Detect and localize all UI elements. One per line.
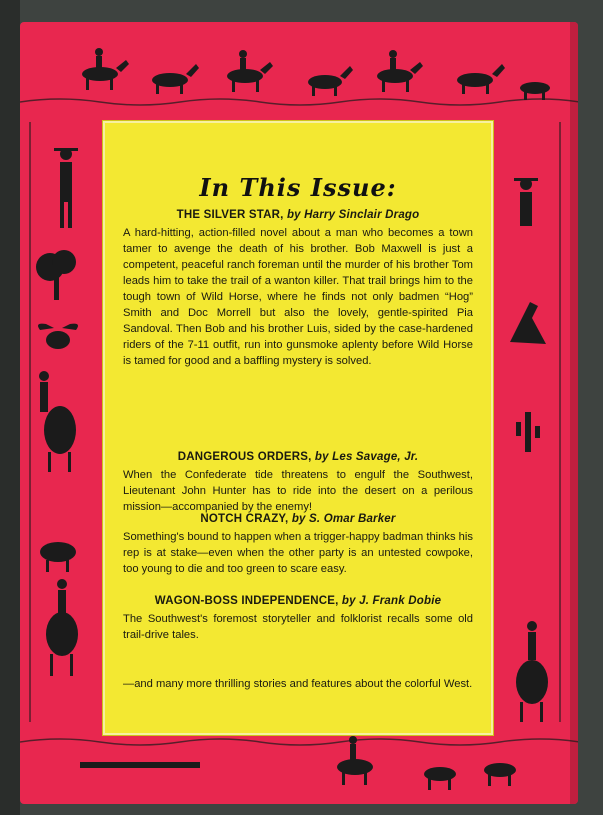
cactus-silhouette-right	[516, 412, 540, 452]
horse-rider-silhouette-left-3	[46, 579, 78, 676]
back-cover	[20, 22, 578, 804]
horse-silhouette-top-7	[520, 82, 550, 100]
story-blurb: A hard-hitting, action-filled novel about a man who becomes a town tamer to avenge the death of his brother. Bob Maxwell is just a competent, peaceful ranch foreman until the murder of his brother Tom leads him to take the trail of a wanton killer. That trail brings him to the tough town of Wild Horse, where he finds not only badmen “Hog” Smith and Doc Morrell but also the lovely, gentle-spirited Pia Sandoval. Then Bob and his brother Luis, sided by the case-hardened riders of the 7-11 outfit, run into gunsmoke aplenty before Wild Horse is tamed for good and a baffling mystery is solved.	[123, 227, 473, 367]
horse-rider-silhouette-top-5	[377, 50, 423, 92]
story-blurb: When the Confederate tide threatens to engulf the Southwest, Lieutenant John Hunter has to ride into the desert on a perilous mission—accompanied by the enemy!	[123, 469, 473, 513]
horse-rider-silhouette-right-2	[516, 621, 548, 722]
cowboy-silhouette-left-1	[54, 148, 78, 228]
story-blurb: Something's bound to happen when a trigger-happy badman thinks his rep is at stake—even when the other party is an untested cowpoke, too young to die and too green to scare easy.	[123, 531, 473, 575]
story-title-line	[123, 513, 473, 525]
cowboy-silhouette-right-1	[514, 178, 538, 226]
story-entry-silver-star	[123, 209, 473, 369]
horse-rider-silhouette-top-3	[227, 50, 273, 92]
story-author: by Harry Sinclair Drago	[286, 209, 420, 221]
story-entry-wagon-boss	[123, 595, 473, 643]
story-title: DANGEROUS ORDERS,	[177, 451, 312, 463]
story-title: WAGON-BOSS INDEPENDENCE,	[154, 595, 339, 607]
story-entry-notch-crazy	[123, 513, 473, 577]
coyote-silhouette-right	[510, 302, 546, 344]
issue-heading: In This Issue:	[199, 173, 397, 202]
story-title: THE SILVER STAR,	[176, 209, 284, 221]
story-author: by J. Frank Dobie	[341, 595, 442, 607]
horse-rider-silhouette-top-1	[82, 48, 129, 90]
more-stories-note: —and many more thrilling stories and features about the colorful West.	[123, 678, 473, 690]
story-entry-dangerous-orders	[123, 451, 473, 515]
contents-panel	[102, 120, 494, 736]
bull-silhouette-left	[40, 542, 76, 572]
tree-silhouette-left	[36, 250, 76, 300]
horse-rider-silhouette-left-2	[39, 371, 76, 472]
horse-silhouette-top-4	[308, 66, 353, 96]
horse-silhouette-bottom-2	[424, 767, 456, 790]
cattle-skull-silhouette-left	[38, 324, 78, 349]
book-spine-shadow	[0, 0, 20, 815]
story-title: NOTCH CRAZY,	[200, 513, 289, 525]
horse-silhouette-top-2	[152, 64, 199, 94]
story-blurb: The Southwest's foremost storyteller and folklorist recalls some old trail-drive tales.	[123, 613, 473, 641]
horse-silhouette-bottom-3	[484, 763, 516, 786]
story-title-line	[123, 451, 473, 463]
horse-rider-silhouette-bottom-1	[337, 736, 373, 785]
ground-strip-bottom	[80, 762, 200, 768]
story-title-line	[123, 209, 473, 221]
story-author: by S. Omar Barker	[291, 513, 396, 525]
story-author: by Les Savage, Jr.	[314, 451, 419, 463]
horse-silhouette-top-6	[457, 64, 505, 94]
story-title-line	[123, 595, 473, 607]
